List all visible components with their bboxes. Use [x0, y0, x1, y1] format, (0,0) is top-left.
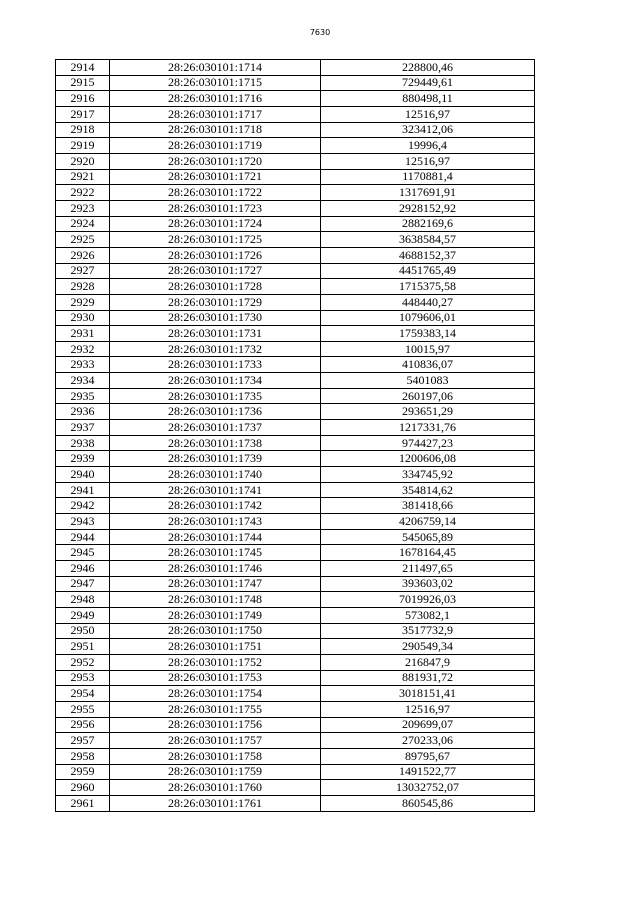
row-number-cell: 2953 — [56, 670, 110, 686]
row-number-cell: 2941 — [56, 482, 110, 498]
cadastral-number-cell: 28:26:030101:1742 — [110, 498, 321, 514]
cadastral-number-cell: 28:26:030101:1751 — [110, 639, 321, 655]
table-row — [56, 75, 535, 91]
row-number-cell: 2956 — [56, 717, 110, 733]
table-row — [56, 294, 535, 310]
cadastral-number-cell: 28:26:030101:1743 — [110, 514, 321, 530]
row-number-cell: 2932 — [56, 341, 110, 357]
cadastral-number-cell: 28:26:030101:1728 — [110, 279, 321, 295]
cadastral-value-cell: 3517732,9 — [321, 623, 535, 639]
table-row — [56, 467, 535, 483]
cadastral-number-cell: 28:26:030101:1736 — [110, 404, 321, 420]
table-row — [56, 639, 535, 655]
row-number-cell: 2939 — [56, 451, 110, 467]
row-number-cell: 2929 — [56, 294, 110, 310]
table-row — [56, 670, 535, 686]
cadastral-value-cell: 209699,07 — [321, 717, 535, 733]
cadastral-number-cell: 28:26:030101:1737 — [110, 420, 321, 436]
cadastral-number-cell: 28:26:030101:1725 — [110, 232, 321, 248]
row-number-cell: 2951 — [56, 639, 110, 655]
row-number-cell: 2947 — [56, 576, 110, 592]
cadastral-value-cell: 545065,89 — [321, 529, 535, 545]
table-row — [56, 764, 535, 780]
table-row — [56, 232, 535, 248]
cadastral-number-cell: 28:26:030101:1720 — [110, 153, 321, 169]
table-row — [56, 185, 535, 201]
row-number-cell: 2954 — [56, 686, 110, 702]
row-number-cell: 2928 — [56, 279, 110, 295]
cadastral-value-cell: 228800,46 — [321, 60, 535, 76]
cadastral-number-cell: 28:26:030101:1755 — [110, 701, 321, 717]
row-number-cell: 2922 — [56, 185, 110, 201]
table-row — [56, 326, 535, 342]
cadastral-number-cell: 28:26:030101:1760 — [110, 780, 321, 796]
cadastral-number-cell: 28:26:030101:1741 — [110, 482, 321, 498]
cadastral-number-cell: 28:26:030101:1729 — [110, 294, 321, 310]
table-row — [56, 623, 535, 639]
cadastral-value-cell: 293651,29 — [321, 404, 535, 420]
row-number-cell: 2938 — [56, 435, 110, 451]
row-number-cell: 2958 — [56, 748, 110, 764]
cadastral-value-cell: 448440,27 — [321, 294, 535, 310]
cadastral-value-cell: 4688152,37 — [321, 247, 535, 263]
table-row — [56, 153, 535, 169]
cadastral-value-cell: 3018151,41 — [321, 686, 535, 702]
table-row — [56, 404, 535, 420]
cadastral-value-cell: 881931,72 — [321, 670, 535, 686]
cadastral-number-cell: 28:26:030101:1716 — [110, 91, 321, 107]
table-row — [56, 122, 535, 138]
cadastral-value-cell: 260197,06 — [321, 388, 535, 404]
cadastral-value-cell: 974427,23 — [321, 435, 535, 451]
cadastral-number-cell: 28:26:030101:1754 — [110, 686, 321, 702]
cadastral-value-table — [55, 59, 535, 812]
cadastral-number-cell: 28:26:030101:1731 — [110, 326, 321, 342]
page-number: 7630 — [309, 28, 331, 37]
table-row — [56, 686, 535, 702]
table-row — [56, 138, 535, 154]
table-row — [56, 780, 535, 796]
cadastral-value-cell: 1170881,4 — [321, 169, 535, 185]
table-row — [56, 279, 535, 295]
row-number-cell: 2940 — [56, 467, 110, 483]
cadastral-value-cell: 4451765,49 — [321, 263, 535, 279]
cadastral-number-cell: 28:26:030101:1750 — [110, 623, 321, 639]
cadastral-number-cell: 28:26:030101:1722 — [110, 185, 321, 201]
cadastral-value-cell: 13032752,07 — [321, 780, 535, 796]
row-number-cell: 2952 — [56, 654, 110, 670]
cadastral-value-cell: 1759383,14 — [321, 326, 535, 342]
cadastral-value-cell: 393603,02 — [321, 576, 535, 592]
cadastral-number-cell: 28:26:030101:1717 — [110, 106, 321, 122]
cadastral-value-cell: 12516,97 — [321, 106, 535, 122]
cadastral-value-cell: 573082,1 — [321, 607, 535, 623]
cadastral-number-cell: 28:26:030101:1746 — [110, 561, 321, 577]
cadastral-value-cell: 270233,06 — [321, 733, 535, 749]
table-row — [56, 701, 535, 717]
table-row — [56, 60, 535, 76]
row-number-cell: 2961 — [56, 795, 110, 811]
table-row — [56, 748, 535, 764]
cadastral-value-cell: 323412,06 — [321, 122, 535, 138]
cadastral-number-cell: 28:26:030101:1759 — [110, 764, 321, 780]
cadastral-number-cell: 28:26:030101:1714 — [110, 60, 321, 76]
cadastral-value-cell: 729449,61 — [321, 75, 535, 91]
cadastral-number-cell: 28:26:030101:1757 — [110, 733, 321, 749]
row-number-cell: 2936 — [56, 404, 110, 420]
row-number-cell: 2944 — [56, 529, 110, 545]
cadastral-number-cell: 28:26:030101:1745 — [110, 545, 321, 561]
cadastral-number-cell: 28:26:030101:1753 — [110, 670, 321, 686]
row-number-cell: 2957 — [56, 733, 110, 749]
row-number-cell: 2927 — [56, 263, 110, 279]
cadastral-value-cell: 354814,62 — [321, 482, 535, 498]
cadastral-number-cell: 28:26:030101:1761 — [110, 795, 321, 811]
cadastral-number-cell: 28:26:030101:1740 — [110, 467, 321, 483]
row-number-cell: 2926 — [56, 247, 110, 263]
table-row — [56, 498, 535, 514]
cadastral-number-cell: 28:26:030101:1747 — [110, 576, 321, 592]
cadastral-number-cell: 28:26:030101:1718 — [110, 122, 321, 138]
row-number-cell: 2948 — [56, 592, 110, 608]
cadastral-number-cell: 28:26:030101:1721 — [110, 169, 321, 185]
cadastral-value-cell: 1491522,77 — [321, 764, 535, 780]
cadastral-number-cell: 28:26:030101:1748 — [110, 592, 321, 608]
table-row — [56, 529, 535, 545]
table-row — [56, 733, 535, 749]
cadastral-number-cell: 28:26:030101:1715 — [110, 75, 321, 91]
cadastral-number-cell: 28:26:030101:1735 — [110, 388, 321, 404]
table-row — [56, 717, 535, 733]
cadastral-value-cell: 5401083 — [321, 373, 535, 389]
cadastral-number-cell: 28:26:030101:1724 — [110, 216, 321, 232]
cadastral-number-cell: 28:26:030101:1732 — [110, 341, 321, 357]
row-number-cell: 2945 — [56, 545, 110, 561]
row-number-cell: 2918 — [56, 122, 110, 138]
row-number-cell: 2935 — [56, 388, 110, 404]
cadastral-value-cell: 1217331,76 — [321, 420, 535, 436]
cadastral-value-cell: 89795,67 — [321, 748, 535, 764]
cadastral-number-cell: 28:26:030101:1749 — [110, 607, 321, 623]
table-row — [56, 373, 535, 389]
row-number-cell: 2917 — [56, 106, 110, 122]
cadastral-value-cell: 12516,97 — [321, 701, 535, 717]
cadastral-number-cell: 28:26:030101:1734 — [110, 373, 321, 389]
table-row — [56, 169, 535, 185]
cadastral-number-cell: 28:26:030101:1730 — [110, 310, 321, 326]
cadastral-value-cell: 2882169,6 — [321, 216, 535, 232]
table-row — [56, 310, 535, 326]
row-number-cell: 2949 — [56, 607, 110, 623]
cadastral-number-cell: 28:26:030101:1758 — [110, 748, 321, 764]
cadastral-number-cell: 28:26:030101:1723 — [110, 200, 321, 216]
cadastral-value-cell: 12516,97 — [321, 153, 535, 169]
table-row — [56, 91, 535, 107]
table-row — [56, 420, 535, 436]
table-row — [56, 263, 535, 279]
table-row — [56, 654, 535, 670]
row-number-cell: 2924 — [56, 216, 110, 232]
cadastral-number-cell: 28:26:030101:1739 — [110, 451, 321, 467]
cadastral-value-cell: 3638584,57 — [321, 232, 535, 248]
row-number-cell: 2959 — [56, 764, 110, 780]
row-number-cell: 2930 — [56, 310, 110, 326]
row-number-cell: 2934 — [56, 373, 110, 389]
cadastral-value-cell: 290549,34 — [321, 639, 535, 655]
cadastral-value-cell: 334745,92 — [321, 467, 535, 483]
cadastral-number-cell: 28:26:030101:1738 — [110, 435, 321, 451]
cadastral-value-cell: 211497,65 — [321, 561, 535, 577]
row-number-cell: 2921 — [56, 169, 110, 185]
row-number-cell: 2915 — [56, 75, 110, 91]
table-row — [56, 451, 535, 467]
table-row — [56, 561, 535, 577]
cadastral-number-cell: 28:26:030101:1733 — [110, 357, 321, 373]
table-row — [56, 216, 535, 232]
cadastral-value-cell: 410836,07 — [321, 357, 535, 373]
cadastral-value-cell: 1715375,58 — [321, 279, 535, 295]
table-row — [56, 435, 535, 451]
table-row — [56, 795, 535, 811]
cadastral-number-cell: 28:26:030101:1726 — [110, 247, 321, 263]
cadastral-value-cell: 1317691,91 — [321, 185, 535, 201]
cadastral-value-cell: 1678164,45 — [321, 545, 535, 561]
table-body — [56, 60, 535, 812]
row-number-cell: 2937 — [56, 420, 110, 436]
cadastral-value-cell: 1079606,01 — [321, 310, 535, 326]
table-row — [56, 592, 535, 608]
cadastral-value-cell: 1200606,08 — [321, 451, 535, 467]
cadastral-value-cell: 7019926,03 — [321, 592, 535, 608]
table-row — [56, 341, 535, 357]
row-number-cell: 2920 — [56, 153, 110, 169]
table-row — [56, 576, 535, 592]
row-number-cell: 2931 — [56, 326, 110, 342]
table-row — [56, 545, 535, 561]
cadastral-number-cell: 28:26:030101:1744 — [110, 529, 321, 545]
table-row — [56, 388, 535, 404]
row-number-cell: 2914 — [56, 60, 110, 76]
cadastral-number-cell: 28:26:030101:1727 — [110, 263, 321, 279]
table-row — [56, 247, 535, 263]
cadastral-number-cell: 28:26:030101:1752 — [110, 654, 321, 670]
table-row — [56, 514, 535, 530]
row-number-cell: 2916 — [56, 91, 110, 107]
table-row — [56, 607, 535, 623]
cadastral-value-cell: 19996,4 — [321, 138, 535, 154]
row-number-cell: 2943 — [56, 514, 110, 530]
row-number-cell: 2950 — [56, 623, 110, 639]
row-number-cell: 2960 — [56, 780, 110, 796]
table-row — [56, 106, 535, 122]
row-number-cell: 2942 — [56, 498, 110, 514]
row-number-cell: 2955 — [56, 701, 110, 717]
cadastral-value-cell: 4206759,14 — [321, 514, 535, 530]
table-row — [56, 357, 535, 373]
cadastral-value-cell: 381418,66 — [321, 498, 535, 514]
cadastral-value-cell: 880498,11 — [321, 91, 535, 107]
row-number-cell: 2923 — [56, 200, 110, 216]
row-number-cell: 2919 — [56, 138, 110, 154]
cadastral-value-cell: 216847,9 — [321, 654, 535, 670]
cadastral-value-cell: 860545,86 — [321, 795, 535, 811]
row-number-cell: 2925 — [56, 232, 110, 248]
table-row — [56, 482, 535, 498]
cadastral-number-cell: 28:26:030101:1756 — [110, 717, 321, 733]
cadastral-number-cell: 28:26:030101:1719 — [110, 138, 321, 154]
row-number-cell: 2946 — [56, 561, 110, 577]
table-row — [56, 200, 535, 216]
row-number-cell: 2933 — [56, 357, 110, 373]
cadastral-value-cell: 10015,97 — [321, 341, 535, 357]
cadastral-value-cell: 2928152,92 — [321, 200, 535, 216]
